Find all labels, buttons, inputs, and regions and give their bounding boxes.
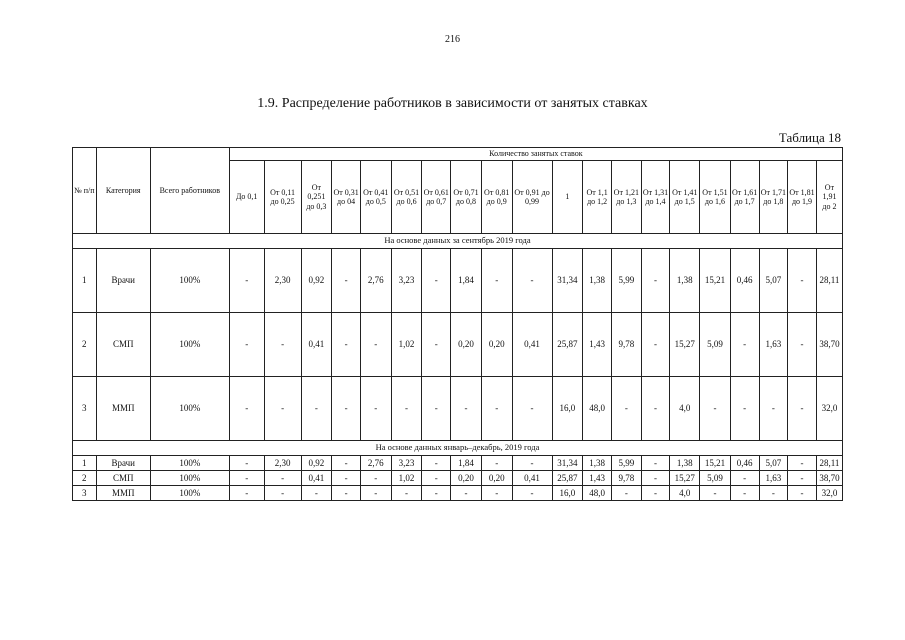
header-rate-col: От 0,31 до 04 [332, 161, 361, 234]
table-cell: 5,99 [611, 456, 641, 471]
table-cell: 0,20 [481, 313, 512, 377]
table-cell: 5,09 [700, 313, 731, 377]
table-cell: - [512, 377, 552, 441]
table-cell: - [422, 313, 451, 377]
table-cell: - [730, 313, 759, 377]
table-cell: 2,30 [264, 249, 301, 313]
table-cell: - [512, 486, 552, 501]
header-rate-col: 1 [552, 161, 583, 234]
table-cell: 5,09 [700, 471, 731, 486]
table-cell: - [301, 377, 332, 441]
table-cell: 48,0 [583, 486, 612, 501]
table-cell: - [332, 377, 361, 441]
row-number: 3 [73, 486, 97, 501]
row-category: Врачи [96, 456, 150, 471]
table-cell: - [788, 313, 817, 377]
table-cell: - [332, 456, 361, 471]
table-cell: 48,0 [583, 377, 612, 441]
table-cell: 32,0 [816, 486, 842, 501]
table-cell: - [759, 486, 788, 501]
table-cell: - [641, 456, 670, 471]
table-cell: - [641, 313, 670, 377]
table-cell: 0,41 [301, 471, 332, 486]
table-cell: - [422, 456, 451, 471]
table-row [73, 377, 843, 441]
table-cell: - [788, 377, 817, 441]
table-cell: 5,99 [611, 249, 641, 313]
header-rates-group: Количество занятых ставок [229, 148, 842, 161]
row-category: СМП [96, 471, 150, 486]
table-cell: 1,02 [391, 313, 422, 377]
table-cell: - [451, 486, 482, 501]
row-total: 100% [150, 456, 229, 471]
table-row [73, 313, 843, 377]
table-cell: 1,43 [583, 313, 612, 377]
table-cell: - [700, 486, 731, 501]
table-cell: - [264, 313, 301, 377]
table-cell: 4,0 [670, 377, 700, 441]
row-total: 100% [150, 471, 229, 486]
table-cell: 1,63 [759, 471, 788, 486]
distribution-table [72, 147, 843, 501]
table-cell: 1,63 [759, 313, 788, 377]
table-label: Таблица 18 [778, 130, 841, 145]
table-cell: 1,84 [451, 249, 482, 313]
table-cell: - [391, 486, 422, 501]
table-cell: 3,23 [391, 456, 422, 471]
row-number: 3 [73, 377, 97, 441]
table-cell: - [641, 486, 670, 501]
header-rate-col: От 0,61 до 0,7 [422, 161, 451, 234]
table-cell: - [301, 486, 332, 501]
table-cell: 4,0 [670, 486, 700, 501]
document-title: 1.9. Распределение работников в зависимости от занятых ставках [257, 96, 648, 111]
table-cell: - [611, 486, 641, 501]
table-cell: - [360, 377, 391, 441]
table-cell: - [332, 486, 361, 501]
table-cell: - [641, 249, 670, 313]
table-cell: 16,0 [552, 377, 583, 441]
table-cell: - [512, 456, 552, 471]
table-cell: 3,23 [391, 249, 422, 313]
table-cell: 28,11 [816, 456, 842, 471]
table-cell: 16,0 [552, 486, 583, 501]
header-rate-col: От 1,31 до 1,4 [641, 161, 670, 234]
table-cell: - [229, 486, 264, 501]
header-rate-col: От 1,91 до 2 [816, 161, 842, 234]
header-rate-col: От 0,81 до 0,9 [481, 161, 512, 234]
header-rate-col: От 0,51 до 0,6 [391, 161, 422, 234]
row-category: ММП [96, 486, 150, 501]
row-total: 100% [150, 486, 229, 501]
table-cell: - [264, 471, 301, 486]
table-cell: 1,38 [670, 249, 700, 313]
table-cell: 2,76 [360, 456, 391, 471]
table-cell: - [788, 486, 817, 501]
table-row [73, 249, 843, 313]
table-cell: - [229, 456, 264, 471]
table-cell: 15,27 [670, 313, 700, 377]
table-cell: 38,70 [816, 471, 842, 486]
table-row [73, 471, 843, 486]
table-cell: 25,87 [552, 313, 583, 377]
page-number: 216 [445, 34, 460, 45]
row-number: 1 [73, 249, 97, 313]
table-cell: 9,78 [611, 313, 641, 377]
header-rate-col: От 1,1 до 1,2 [583, 161, 612, 234]
table-cell: 1,38 [583, 249, 612, 313]
table-cell: 38,70 [816, 313, 842, 377]
table-cell: 9,78 [611, 471, 641, 486]
table-cell: 1,38 [583, 456, 612, 471]
table-cell: - [229, 471, 264, 486]
table-cell: - [788, 471, 817, 486]
table-cell: - [611, 377, 641, 441]
table-cell: - [481, 377, 512, 441]
table-cell: - [512, 249, 552, 313]
header-num: № п/п [73, 148, 97, 234]
table-cell: - [700, 377, 731, 441]
table-cell: - [422, 471, 451, 486]
table-cell: - [481, 249, 512, 313]
header-rate-col: До 0,1 [229, 161, 264, 234]
table-cell: 1,43 [583, 471, 612, 486]
header-rate-col: От 1,81 до 1,9 [788, 161, 817, 234]
table-cell: 15,21 [700, 456, 731, 471]
table-cell: 1,02 [391, 471, 422, 486]
row-number: 1 [73, 456, 97, 471]
table-cell: 0,46 [730, 249, 759, 313]
table-cell: 5,07 [759, 456, 788, 471]
table-cell: - [641, 471, 670, 486]
table-cell: - [360, 313, 391, 377]
table-cell: 32,0 [816, 377, 842, 441]
table-cell: - [391, 377, 422, 441]
table-cell: 2,30 [264, 456, 301, 471]
table-cell: - [788, 456, 817, 471]
table-cell: - [360, 486, 391, 501]
table-cell: - [422, 377, 451, 441]
table-row [73, 486, 843, 501]
table-cell: 25,87 [552, 471, 583, 486]
row-total: 100% [150, 313, 229, 377]
table-cell: 28,11 [816, 249, 842, 313]
header-rate-col: От 0,41 до 0,5 [360, 161, 391, 234]
table-cell: 0,20 [451, 471, 482, 486]
table-cell: 31,34 [552, 249, 583, 313]
header-rate-col: От 1,61 до 1,7 [730, 161, 759, 234]
header-rate-col: От 0,71 до 0,8 [451, 161, 482, 234]
table-cell: - [481, 456, 512, 471]
header-total: Всего работников [150, 148, 229, 234]
table-cell: - [332, 249, 361, 313]
row-number: 2 [73, 313, 97, 377]
table-cell: - [264, 486, 301, 501]
table-cell: - [451, 377, 482, 441]
table-cell: - [229, 249, 264, 313]
table-cell: 0,92 [301, 456, 332, 471]
table-cell: 0,41 [512, 313, 552, 377]
table-cell: 0,41 [512, 471, 552, 486]
row-category: Врачи [96, 249, 150, 313]
row-category: СМП [96, 313, 150, 377]
table-cell: - [229, 313, 264, 377]
table-cell: 0,46 [730, 456, 759, 471]
table-cell: - [264, 377, 301, 441]
header-rate-col: От 1,41 до 1,5 [670, 161, 700, 234]
table-cell: - [422, 486, 451, 501]
table-cell: - [332, 313, 361, 377]
table-cell: - [360, 471, 391, 486]
table-cell: - [229, 377, 264, 441]
row-category: ММП [96, 377, 150, 441]
table-cell: - [730, 377, 759, 441]
table-cell: 2,76 [360, 249, 391, 313]
header-rate-col: От 1,51 до 1,6 [700, 161, 731, 234]
table-cell: - [422, 249, 451, 313]
table-cell: 1,38 [670, 456, 700, 471]
table-cell: - [641, 377, 670, 441]
table-cell: 0,20 [481, 471, 512, 486]
table-cell: - [481, 486, 512, 501]
header-category: Категория [96, 148, 150, 234]
section-title: На основе данных январь–декабрь, 2019 года [73, 441, 843, 456]
header-rate-col: От 0,251 до 0,3 [301, 161, 332, 234]
table-cell: 0,41 [301, 313, 332, 377]
table-row [73, 456, 843, 471]
section-title: На основе данных за сентябрь 2019 года [73, 234, 843, 249]
table-cell: 15,27 [670, 471, 700, 486]
table-cell: 5,07 [759, 249, 788, 313]
table-cell: 31,34 [552, 456, 583, 471]
table-cell: 1,84 [451, 456, 482, 471]
header-rate-col: От 1,21 до 1,3 [611, 161, 641, 234]
table-cell: - [730, 486, 759, 501]
table-cell: - [788, 249, 817, 313]
row-total: 100% [150, 377, 229, 441]
header-rate-col: От 1,71 до 1,8 [759, 161, 788, 234]
table-cell: 15,21 [700, 249, 731, 313]
table-cell: - [730, 471, 759, 486]
table-cell: - [332, 471, 361, 486]
header-rate-col: От 0,91 до 0,99 [512, 161, 552, 234]
table-cell: 0,92 [301, 249, 332, 313]
table-cell: 0,20 [451, 313, 482, 377]
row-number: 2 [73, 471, 97, 486]
table-cell: - [759, 377, 788, 441]
header-rate-col: От 0,11 до 0,25 [264, 161, 301, 234]
row-total: 100% [150, 249, 229, 313]
